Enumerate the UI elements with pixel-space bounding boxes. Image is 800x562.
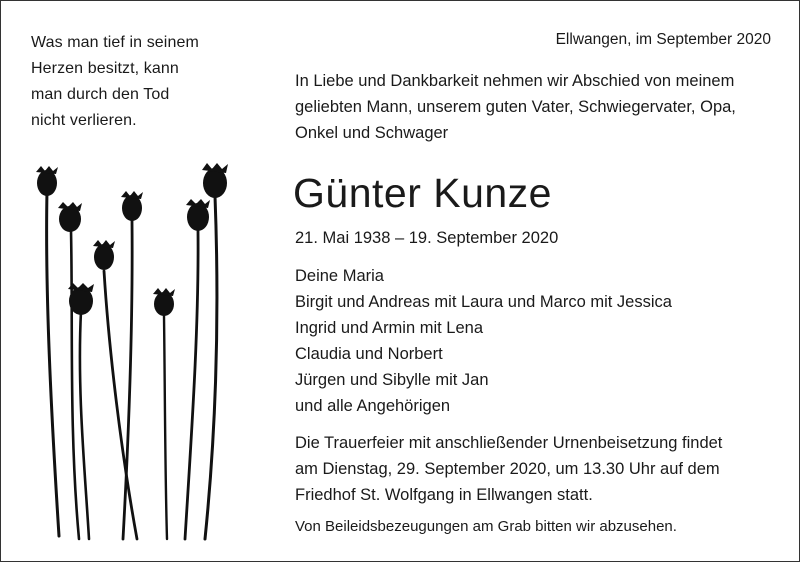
memorial-quote (31, 30, 199, 134)
intro-line: Onkel und Schwager (295, 124, 449, 142)
mourner-line: Claudia und Norbert (295, 345, 443, 363)
ceremony-line: Die Trauerfeier mit anschließender Urnenbeisetzung findet (295, 434, 723, 452)
ceremony-line: Friedhof St. Wolfgang in Ellwangen statt. (295, 486, 593, 504)
intro-line: In Liebe und Dankbarkeit nehmen wir Abschied von meinem (295, 72, 735, 90)
mourner-line: Jürgen und Sibylle mit Jan (295, 371, 489, 389)
ceremony-line: am Dienstag, 29. September 2020, um 13.30 Uhr auf dem (295, 460, 720, 478)
seed-pod (36, 166, 58, 196)
quote-line: Was man tief in seinem (31, 34, 199, 51)
seed-pod (153, 288, 175, 316)
mourner-line: Deine Maria (295, 267, 384, 285)
intro-line: geliebten Mann, unserem guten Vater, Schwiegervater, Opa, (295, 98, 736, 116)
mourner-line: Birgit und Andreas mit Laura und Marco mit Jessica (295, 293, 672, 311)
mourner-line: Ingrid und Armin mit Lena (295, 319, 484, 337)
farewell-intro (295, 68, 781, 146)
quote-line: Herzen besitzt, kann (31, 60, 179, 77)
life-dates: 21. Mai 1938 – 19. September 2020 (295, 229, 559, 247)
seed-pod (93, 240, 115, 270)
closing-note: Von Beileidsbezeugungen am Grab bitten wir abzusehen. (295, 518, 677, 535)
flower-stem (205, 196, 217, 539)
mourner-line: und alle Angehörigen (295, 397, 451, 415)
flower-stem (80, 311, 89, 539)
flower-stem (71, 231, 79, 539)
mourners-list (295, 263, 672, 419)
poppy-seed-pods-illustration (29, 151, 249, 541)
seed-pod (202, 163, 228, 198)
seed-pod (186, 199, 210, 231)
ceremony-info (295, 430, 722, 508)
place-and-date: Ellwangen, im September 2020 (555, 31, 771, 48)
deceased-name: Günter Kunze (293, 170, 552, 216)
quote-line: nicht verlieren. (31, 112, 137, 129)
flower-stem (164, 316, 167, 539)
seed-pod (121, 191, 143, 221)
flower-stem (47, 191, 59, 536)
quote-line: man durch den Tod (31, 86, 170, 103)
flower-stem (185, 231, 198, 539)
seed-pod (58, 202, 82, 232)
